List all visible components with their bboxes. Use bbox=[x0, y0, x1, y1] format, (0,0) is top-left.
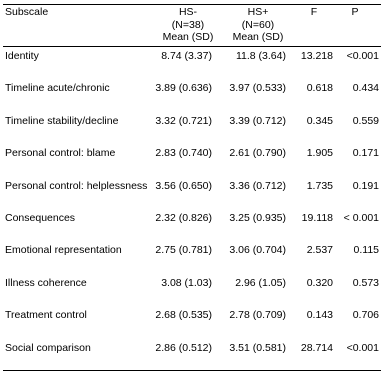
cell-p: 0.191 bbox=[352, 180, 379, 192]
table-row bbox=[0, 81, 384, 95]
cell-hs-plus: 2.96 (1.05) bbox=[235, 277, 286, 289]
cell-p: 0.706 bbox=[352, 309, 379, 321]
cell-hs-plus: 2.61 (0.790) bbox=[229, 147, 286, 159]
cell-p: 0.434 bbox=[352, 82, 379, 94]
header-hs-plus bbox=[220, 6, 296, 44]
cell-p: 0.573 bbox=[352, 277, 379, 289]
cell-hs-plus: 3.97 (0.533) bbox=[229, 82, 286, 94]
cell-hs-minus: 3.32 (0.721) bbox=[155, 115, 212, 127]
header-hs-plus-group: HS+ bbox=[247, 6, 269, 18]
row-label: Social comparison bbox=[5, 342, 91, 354]
cell-hs-plus: 2.78 (0.709) bbox=[229, 309, 286, 321]
row-label: Emotional representation bbox=[5, 244, 122, 256]
cell-f: 0.618 bbox=[306, 82, 333, 94]
cell-p: <0.001 bbox=[346, 342, 379, 354]
table-row bbox=[0, 179, 384, 193]
cell-p: 0.115 bbox=[353, 244, 379, 256]
cell-hs-plus: 3.36 (0.712) bbox=[229, 180, 286, 192]
table-row bbox=[0, 211, 384, 225]
table-top-rule bbox=[3, 4, 381, 5]
row-label: Consequences bbox=[5, 212, 76, 224]
cell-f: 1.905 bbox=[306, 147, 333, 159]
cell-p: < 0.001 bbox=[343, 212, 379, 224]
header-hs-minus-n: (N=38) bbox=[171, 18, 205, 31]
cell-f: 19.118 bbox=[301, 212, 333, 224]
table-row bbox=[0, 341, 384, 355]
row-label: Treatment control bbox=[5, 309, 87, 321]
row-label: Timeline acute/chronic bbox=[5, 82, 110, 94]
header-subscale: Subscale bbox=[5, 6, 49, 18]
header-hs-minus bbox=[152, 6, 224, 44]
cell-hs-plus: 3.25 (0.935) bbox=[229, 212, 286, 224]
row-label: Illness coherence bbox=[5, 277, 87, 289]
cell-hs-minus: 2.86 (0.512) bbox=[155, 342, 212, 354]
table-row bbox=[0, 276, 384, 290]
cell-hs-minus: 8.74 (3.37) bbox=[161, 50, 212, 62]
cell-hs-minus: 2.32 (0.826) bbox=[155, 212, 212, 224]
cell-f: 0.345 bbox=[306, 115, 333, 127]
cell-p: 0.559 bbox=[352, 115, 379, 127]
header-f: F bbox=[310, 6, 318, 18]
cell-hs-plus: 11.8 (3.64) bbox=[235, 50, 286, 62]
cell-hs-minus: 2.75 (0.781) bbox=[155, 244, 212, 256]
table-row bbox=[0, 49, 384, 63]
cell-hs-minus: 2.83 (0.740) bbox=[155, 147, 212, 159]
cell-f: 0.320 bbox=[306, 277, 333, 289]
table-bottom-rule bbox=[3, 370, 381, 371]
header-p: P bbox=[351, 6, 359, 18]
cell-hs-plus: 3.39 (0.712) bbox=[229, 115, 286, 127]
cell-hs-plus: 3.51 (0.581) bbox=[229, 342, 286, 354]
cell-f: 13.218 bbox=[300, 50, 333, 62]
cell-hs-minus: 3.56 (0.650) bbox=[155, 180, 212, 192]
row-label: Timeline stability/decline bbox=[5, 115, 119, 127]
row-label: Identity bbox=[5, 50, 39, 62]
table-row bbox=[0, 243, 384, 257]
cell-f: 0.143 bbox=[306, 309, 333, 321]
cell-hs-minus: 2.68 (0.535) bbox=[155, 309, 212, 321]
row-label: Personal control: helplessness bbox=[5, 180, 148, 192]
cell-p: <0.001 bbox=[346, 50, 379, 62]
table-row bbox=[0, 114, 384, 128]
table-row bbox=[0, 146, 384, 160]
cell-hs-minus: 3.08 (1.03) bbox=[161, 277, 212, 289]
header-hs-plus-n: (N=60) bbox=[241, 18, 275, 31]
header-hs-minus-group: HS- bbox=[178, 6, 198, 18]
header-hs-minus-stat: Mean (SD) bbox=[162, 31, 214, 43]
cell-hs-minus: 3.89 (0.636) bbox=[155, 82, 212, 94]
cell-hs-plus: 3.06 (0.704) bbox=[229, 244, 286, 256]
cell-f: 2.537 bbox=[306, 244, 333, 256]
cell-p: 0.171 bbox=[352, 147, 379, 159]
cell-f: 1.735 bbox=[306, 180, 333, 192]
header-hs-plus-stat: Mean (SD) bbox=[232, 31, 284, 43]
table-header-rule bbox=[3, 46, 381, 47]
table-row bbox=[0, 308, 384, 322]
cell-f: 28.714 bbox=[300, 342, 333, 354]
row-label: Personal control: blame bbox=[5, 147, 116, 159]
